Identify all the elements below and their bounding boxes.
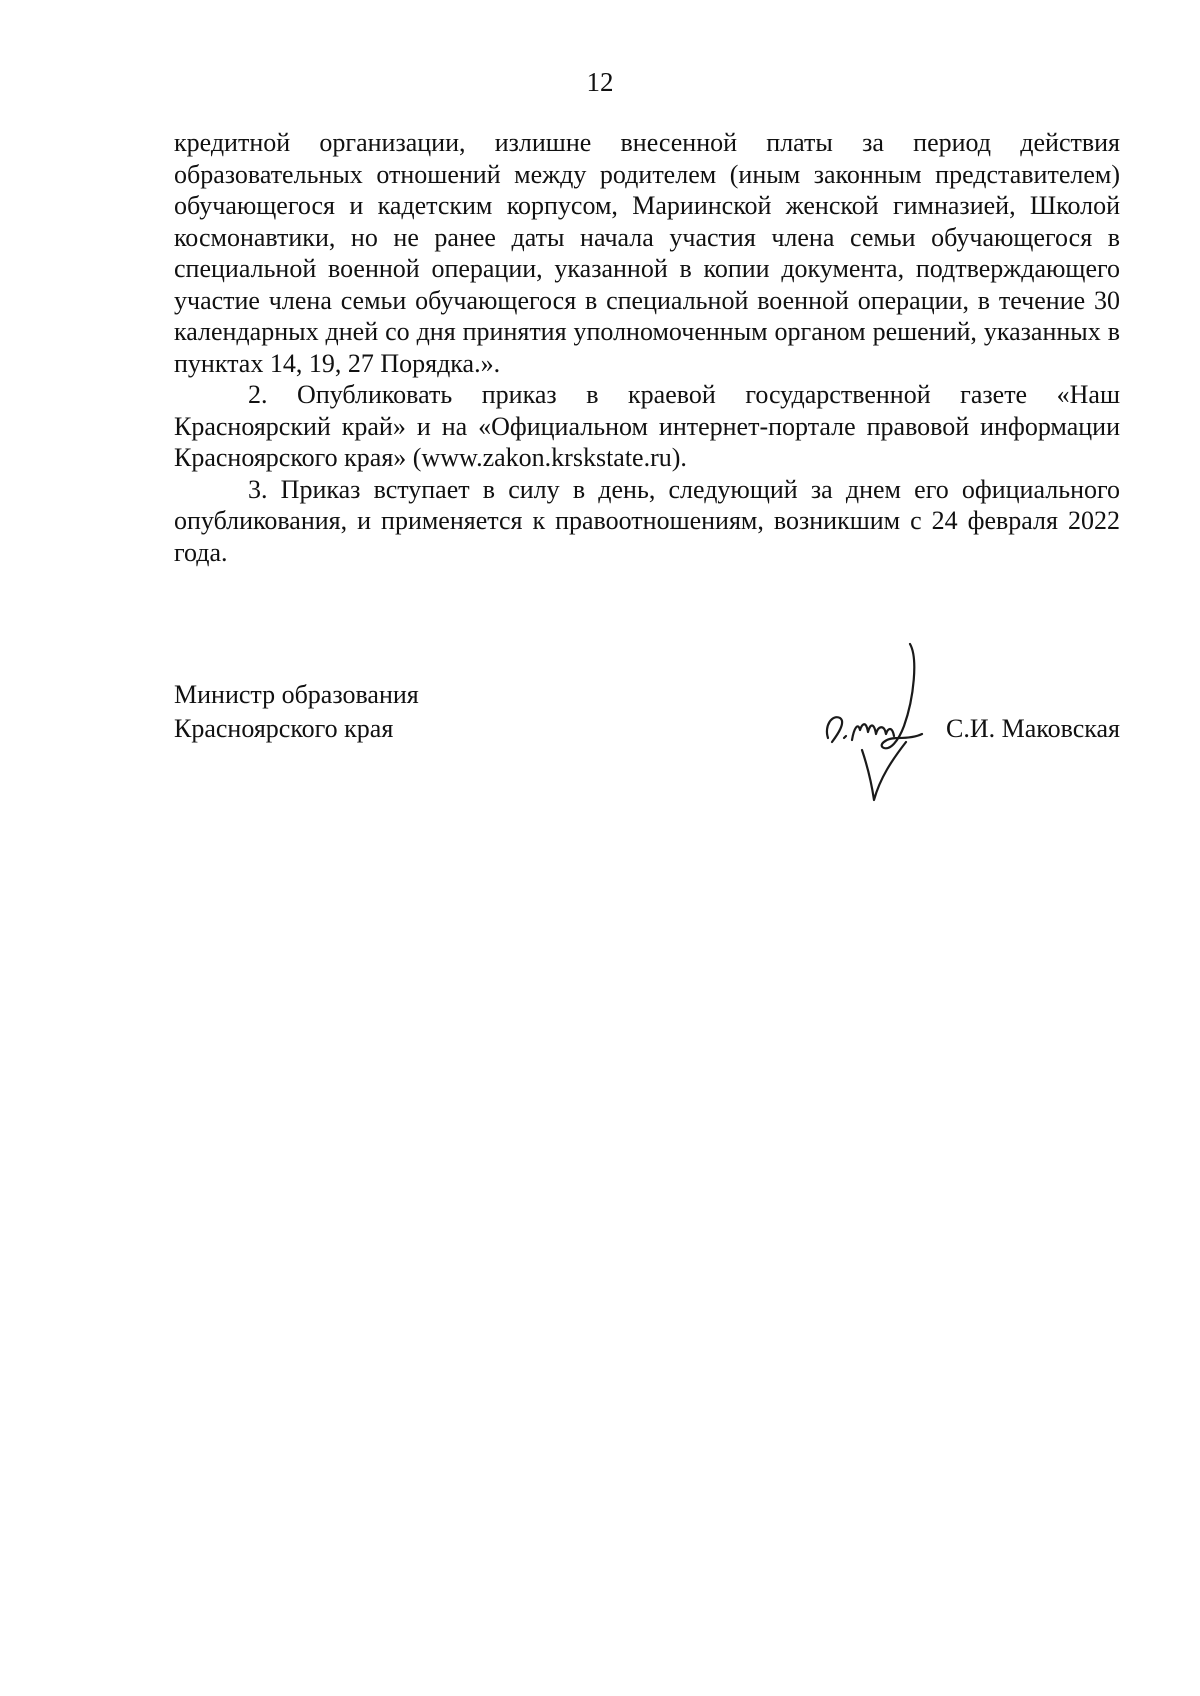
paragraph-continuation: кредитной организации, излишне внесенной платы за период действия образовательных отношений между родителем (иным законным представителем) обучающегося и кадетским корпусом, Мариинской женской гимназией, Школой космонавтики, но не ранее даты начала участия члена семьи обучающегося в специальной военной операции, указанной в копии документа, подтверждающего участие члена семьи обучающегося в специальной военной операции, в течение 30 календарных дней со дня принятия уполномоченным органом решений, указанных в пунктах 14, 19, 27 Порядка.». xyxy=(174,128,1120,378)
page-number: 12 xyxy=(586,67,614,97)
signer-position xyxy=(174,678,419,746)
signer-position-line1: Министр образования xyxy=(174,680,419,709)
document-body xyxy=(174,127,1120,568)
signer-name: С.И. Маковская xyxy=(946,714,1120,743)
paragraph-item-3: 3. Приказ вступает в силу в день, следующий за днем его официального опубликования, и применяется к правоотношениям, возникшим с 24 февраля 2022 года. xyxy=(174,474,1120,567)
signature-block xyxy=(174,678,1120,818)
paragraph-item-2: 2. Опубликовать приказ в краевой государственной газете «Наш Красноярский край» и на «Официальном интернет-портале правовой информации Красноярского края» (www.zakon.krskstate.ru). xyxy=(174,380,1120,472)
handwritten-signature-icon xyxy=(814,638,934,808)
signer-position-line2: Красноярского края xyxy=(174,714,394,743)
